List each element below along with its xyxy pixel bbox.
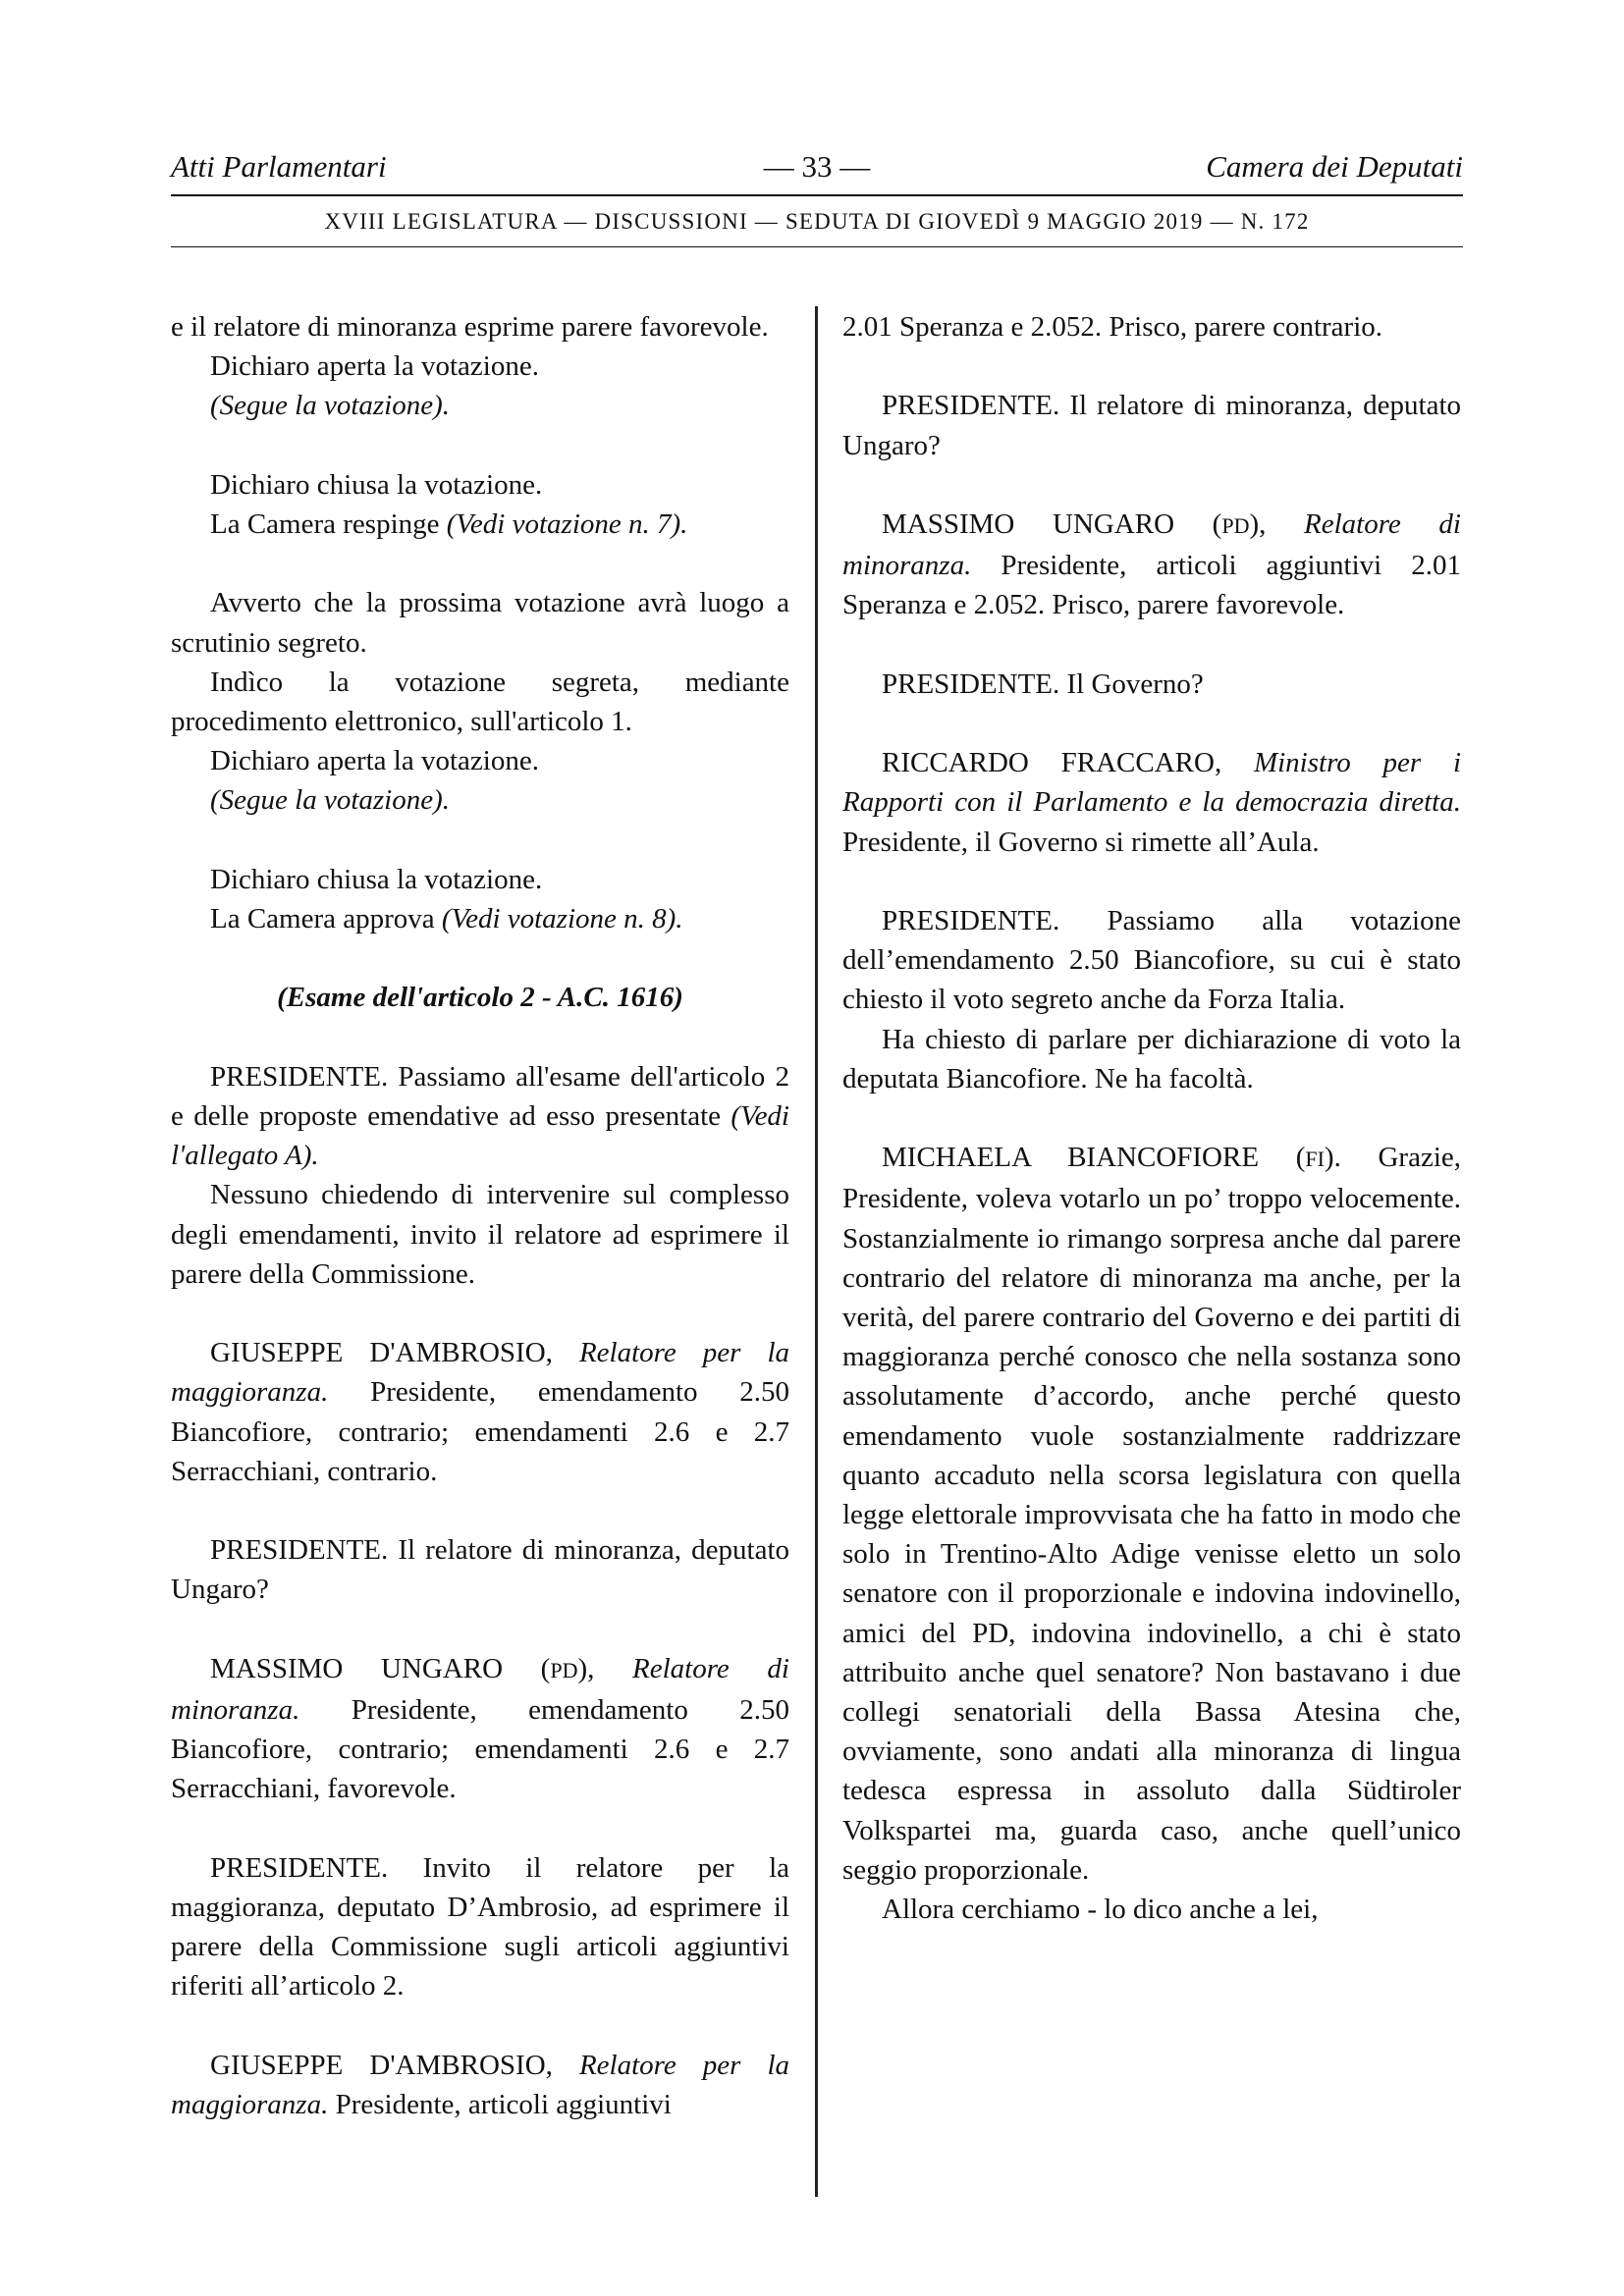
paragraph [171,899,789,938]
text-run: La Camera respinge [210,508,447,540]
paragraph: Nessuno chiedendo di intervenire sul complesso degli emendamenti, invito il relatore ad esprimere il parere della Commissione. [171,1179,789,1290]
paragraph [842,743,1461,862]
header-right: Camera dei Deputati [1206,149,1463,184]
speaker-name: MICHAELA BIANCOFIORE ( [882,1142,1306,1174]
paragraph [842,1138,1461,1890]
speaker-role: Ministro per i Rapporti con il Parlamento e la democrazia diretta. [842,747,1461,819]
paragraph: Allora cerchiamo - lo dico anche a lei, [882,1894,1319,1926]
text-run: ). Grazie, Presidente, voleva votarlo un po’ troppo velocemente. Sostanzialmente io rimango sorpresa anche dal parere contrario del relatore di minoranza ma anche, per la verità, del parere contrario del Governo e dei partiti di maggioranza perché conosco che nella sostanza sono assolutamente d’accordo, anche perché questo emendamento vuole sostanzialmente raddrizzare quanto accaduto nella scorsa legislatura con quella legge elettorale improvvisata che ha fatto in modo che solo in Trentino-Alto Adige venisse eletto un solo senatore con il proporzionale e indovina indovinello, amici del PD, indovina indovinello, a chi è stato attribuito anche quel senatore? Non bastavano i due collegi senatoriali della Bassa Atesina che, ovviamente, sono andati alla minoranza di lingua tedesca espressa in assoluto dalla Südtiroler Volkspartei ma, guarda caso, anche quell’unico seggio proporzionale. [842,1142,1461,1886]
paragraph [171,1333,789,1491]
text-run: Presidente, emendamento 2.50 Biancofiore, contrario; emendamenti 2.6 e 2.7 Serracchiani, contrario. [171,1376,789,1487]
speaker-role: Relatore di minoranza. [842,507,1461,582]
paragraph: Indìco la votazione segreta, mediante procedimento elettronico, sull'articolo 1. [171,666,789,737]
paragraph: Avverto che la prossima votazione avrà luogo a scrutinio segreto. [171,587,789,659]
left-column [171,307,789,2124]
text-run: PRESIDENTE. Passiamo all'esame dell'articolo 2 e delle proposte emendative ad esso presentate [171,1060,789,1132]
right-column [842,307,1461,1929]
paragraph [171,1649,789,1809]
paragraph: Ha chiesto di parlare per dichiarazione di voto la deputata Biancofiore. Ne ha facoltà. [842,1023,1461,1095]
speaker-name: MASSIMO UNGARO ( [210,1652,551,1684]
section-heading: (Esame dell'articolo 2 - A.C. 1616) [277,982,683,1014]
paragraph [171,505,789,544]
paragraph [842,505,1461,625]
party-tag: FI [1305,1147,1325,1172]
paragraph: e il relatore di minoranza esprime parere favorevole. [171,311,769,343]
subheader-rule [171,246,1463,247]
party-tag: PD [550,1657,578,1682]
paragraph [171,2046,789,2124]
paragraph [171,1057,789,1176]
paragraph: PRESIDENTE. Il relatore di minoranza, deputato Ungaro? [171,1534,789,1606]
speaker-name: GIUSEPPE D'AMBROSIO, [210,1337,579,1369]
paragraph: (Segue la votazione). [210,784,451,817]
speaker-role: Relatore per la maggioranza. [171,1337,789,1409]
text-run: (Vedi l'allegato A). [171,1099,789,1172]
speaker-role: Relatore di minoranza. [171,1652,789,1726]
paragraph: PRESIDENTE. Il relatore di minoranza, deputato Ungaro? [842,390,1461,461]
paragraph: PRESIDENTE. Il Governo? [882,667,1204,700]
text-run: Presidente, articoli aggiuntivi [328,2088,672,2120]
text-run: ), [1249,507,1305,540]
paragraph: PRESIDENTE. Passiamo alla votazione dell’emendamento 2.50 Biancofiore, su cui è stato chiesto il voto segreto anche da Forza Italia. [842,904,1461,1016]
column-divider [815,306,818,2197]
paragraph: Dichiaro aperta la votazione. [210,350,539,383]
paragraph: 2.01 Speranza e 2.052. Prisco, parere contrario. [842,311,1382,343]
paragraph: PRESIDENTE. Invito il relatore per la maggioranza, deputato D’Ambrosio, ad esprimere il parere della Commissione sugli articoli aggiuntivi riferiti all’articolo 2. [171,1851,789,2002]
text-run: ), [577,1652,633,1684]
header-rule [171,194,1463,196]
text-run: (Vedi votazione n. 8). [441,903,683,934]
paragraph: (Segue la votazione). [210,390,451,422]
session-subheader: XVIII LEGISLATURA — DISCUSSIONI — SEDUTA DI GIOVEDÌ 9 MAGGIO 2019 — N. 172 [324,209,1310,234]
speaker-name: MASSIMO UNGARO ( [882,507,1222,540]
header-left: Atti Parlamentari [171,149,387,184]
text-run: Presidente, articoli aggiuntivi 2.01 Speranza e 2.052. Prisco, parere favorevole. [842,550,1461,621]
text-run: Presidente, emendamento 2.50 Biancofiore, contrario; emendamenti 2.6 e 2.7 Serracchiani, favorevole. [171,1693,789,1805]
speaker-name: GIUSEPPE D'AMBROSIO, [210,2049,579,2081]
party-tag: PD [1221,512,1250,538]
paragraph: Dichiaro aperta la votazione. [210,745,539,777]
text-run: La Camera approva [210,903,442,934]
speaker-name: RICCARDO FRACCARO, [882,747,1254,779]
paragraph: Dichiaro chiusa la votazione. [210,863,543,895]
text-run: (Vedi votazione n. 7). [446,508,688,540]
page-number: — 33 — [763,149,871,184]
text-run: Presidente, il Governo si rimette all’Aula. [842,826,1320,858]
speaker-role: Relatore per la maggioranza. [171,2049,789,2120]
running-header [171,149,1463,188]
paragraph: Dichiaro chiusa la votazione. [210,468,543,501]
